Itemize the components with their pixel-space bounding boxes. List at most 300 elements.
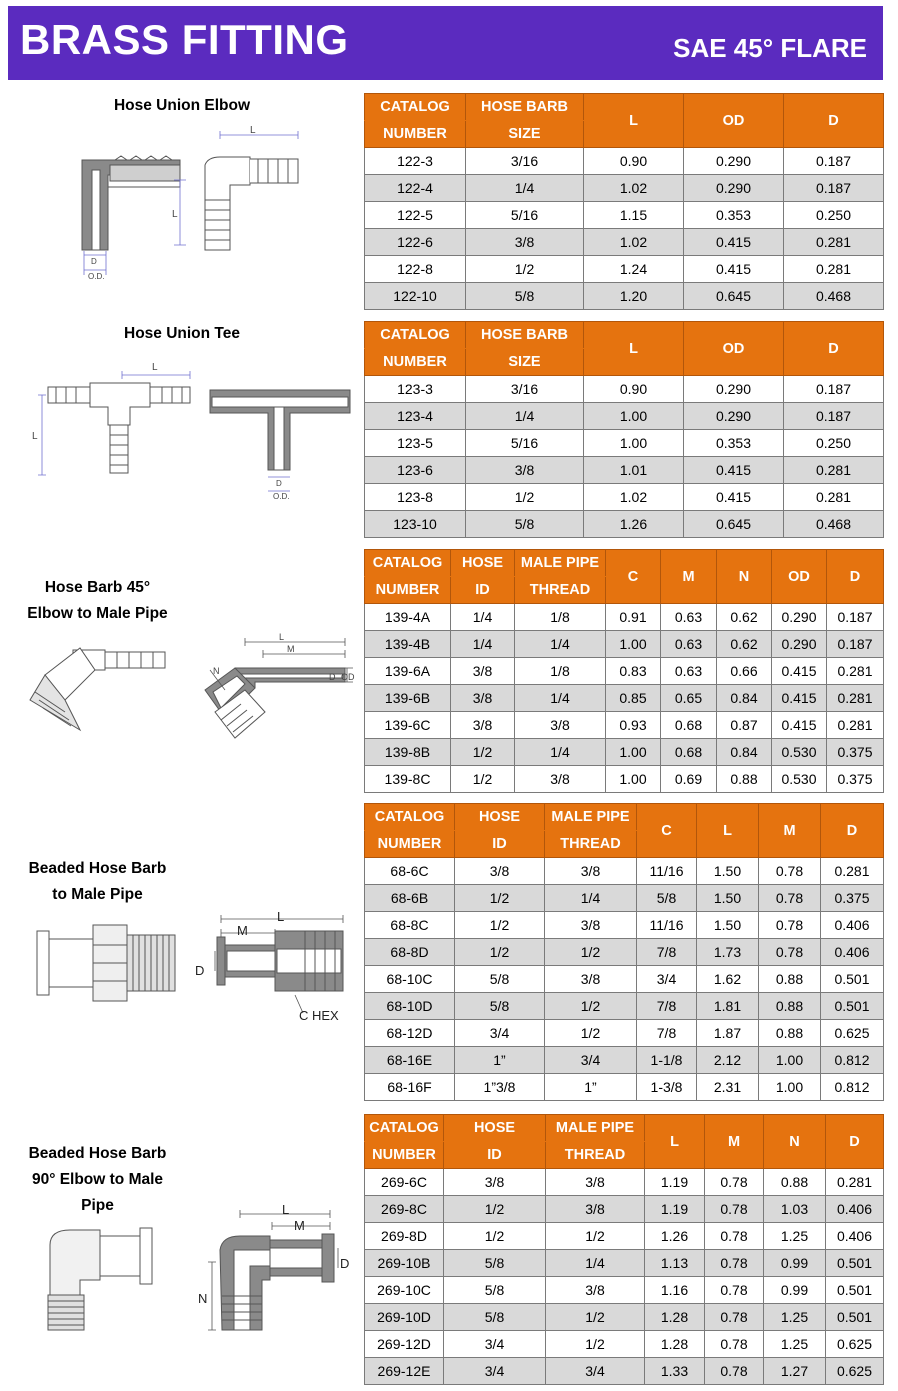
- table-cell: 0.68: [661, 739, 717, 766]
- table-row: [365, 430, 884, 457]
- table-cell: 3/8: [466, 229, 584, 256]
- table-row: [365, 229, 884, 256]
- table-cell: 0.415: [684, 229, 784, 256]
- table-cell: 3/4: [545, 1047, 637, 1074]
- table-cell: 3/8: [545, 966, 637, 993]
- dim-label-l: L: [152, 362, 158, 373]
- spec-table-hose-union-elbow: [364, 93, 884, 310]
- table-cell: 139-6A: [365, 658, 451, 685]
- table-cell: 0.69: [661, 766, 717, 793]
- table-cell: 1.16: [645, 1277, 705, 1304]
- table-cell: 0.468: [784, 511, 884, 538]
- table-cell: 0.63: [661, 631, 717, 658]
- table-cell: 0.375: [827, 739, 884, 766]
- table-cell: 5/8: [455, 993, 545, 1020]
- table-cell: 123-5: [365, 430, 466, 457]
- table-cell: 0.406: [821, 939, 884, 966]
- table-cell: 1.15: [584, 202, 684, 229]
- column-header: HOSE: [444, 1115, 546, 1142]
- table-cell: 3/8: [451, 712, 515, 739]
- table-row: [365, 766, 884, 793]
- table-cell: 5/16: [466, 430, 584, 457]
- dim-label-od: O.D.: [273, 492, 290, 501]
- column-header: OD: [772, 550, 827, 604]
- table-cell: 0.290: [684, 403, 784, 430]
- table-cell: 68-8C: [365, 912, 455, 939]
- column-header: MALE PIPE: [546, 1115, 645, 1142]
- table-cell: 1/2: [444, 1196, 546, 1223]
- table-cell: 0.85: [606, 685, 661, 712]
- table-row: [365, 1020, 884, 1047]
- page-title: BRASS FITTING: [20, 16, 349, 63]
- table-cell: 0.406: [826, 1223, 884, 1250]
- table-cell: 68-16F: [365, 1074, 455, 1101]
- column-header: CATALOG: [365, 94, 466, 121]
- table-cell: 5/8: [455, 966, 545, 993]
- table-cell: 1/2: [466, 256, 584, 283]
- table-cell: 0.415: [684, 457, 784, 484]
- dim-label-l: L: [279, 632, 285, 642]
- table-cell: 269-12D: [365, 1331, 444, 1358]
- table-row: [365, 1223, 884, 1250]
- table-row: [365, 1169, 884, 1196]
- table-row: [365, 912, 884, 939]
- table-cell: 122-6: [365, 229, 466, 256]
- table-cell: 5/8: [466, 511, 584, 538]
- table-cell: 3/8: [451, 658, 515, 685]
- column-header: OD: [684, 94, 784, 148]
- table-row: [365, 511, 884, 538]
- dim-label-od: O.D.: [88, 272, 105, 281]
- table-cell: 0.415: [772, 658, 827, 685]
- table-cell: 1/4: [466, 403, 584, 430]
- table-cell: 0.187: [784, 148, 884, 175]
- table-cell: 5/8: [444, 1304, 546, 1331]
- column-header: D: [784, 94, 884, 148]
- dim-label-d: D: [91, 257, 97, 266]
- column-header: N: [717, 550, 772, 604]
- dim-label-d: D: [195, 963, 205, 978]
- dim-label-m: M: [294, 1218, 305, 1233]
- table-cell: 3/8: [515, 766, 606, 793]
- table-cell: 0.281: [784, 457, 884, 484]
- column-header: CATALOG: [365, 804, 455, 831]
- table-cell: 0.84: [717, 739, 772, 766]
- table-cell: 0.375: [821, 885, 884, 912]
- table-cell: 1.00: [759, 1074, 821, 1101]
- table-cell: 1.28: [645, 1304, 705, 1331]
- table-cell: 0.83: [606, 658, 661, 685]
- table-row: [365, 256, 884, 283]
- column-header: NUMBER: [365, 121, 466, 148]
- table-cell: 5/8: [637, 885, 697, 912]
- table-cell: 0.78: [705, 1196, 764, 1223]
- table-cell: 0.281: [784, 256, 884, 283]
- table-row: [365, 685, 884, 712]
- table-cell: 0.63: [661, 658, 717, 685]
- column-header: CATALOG: [365, 1115, 444, 1142]
- table-cell: 1/2: [546, 1223, 645, 1250]
- table-cell: 1.25: [764, 1223, 826, 1250]
- table-cell: 3/4: [637, 966, 697, 993]
- column-header: CATALOG: [365, 322, 466, 349]
- column-header: NUMBER: [365, 349, 466, 376]
- table-cell: 1/2: [546, 1304, 645, 1331]
- table-cell: 122-4: [365, 175, 466, 202]
- table-cell: 1.00: [606, 739, 661, 766]
- table-row: [365, 175, 884, 202]
- table-cell: 0.290: [772, 604, 827, 631]
- table-row: [365, 939, 884, 966]
- table-cell: 1/8: [515, 658, 606, 685]
- table-cell: 0.62: [717, 604, 772, 631]
- spec-table-hose-union-tee: [364, 321, 884, 538]
- table-cell: 3/4: [455, 1020, 545, 1047]
- table-cell: 0.78: [759, 885, 821, 912]
- page-subtitle: SAE 45° FLARE: [673, 33, 867, 63]
- table-cell: 0.501: [826, 1277, 884, 1304]
- table-cell: 1.02: [584, 175, 684, 202]
- table-cell: 123-6: [365, 457, 466, 484]
- column-header: MALE PIPE: [545, 804, 637, 831]
- table-cell: 0.99: [764, 1250, 826, 1277]
- section-label-beaded-hose-barb: [10, 856, 185, 908]
- column-header: ID: [444, 1142, 546, 1169]
- table-row: [365, 1331, 884, 1358]
- dim-label-l: L: [277, 909, 285, 924]
- table-cell: 0.88: [717, 766, 772, 793]
- table-cell: 3/8: [546, 1169, 645, 1196]
- column-header: HOSE BARB: [466, 322, 584, 349]
- table-row: [365, 376, 884, 403]
- section-label-hose-union-elbow: Hose Union Elbow: [113, 97, 251, 114]
- table-cell: 0.281: [826, 1169, 884, 1196]
- beaded-90-elbow-drawing: [40, 1200, 360, 1345]
- table-cell: 0.88: [759, 966, 821, 993]
- table-row: [365, 484, 884, 511]
- table-cell: 0.88: [759, 993, 821, 1020]
- table-cell: 0.78: [759, 939, 821, 966]
- table-row: [365, 1047, 884, 1074]
- table-cell: 1/4: [515, 685, 606, 712]
- table-cell: 0.66: [717, 658, 772, 685]
- table-cell: 0.187: [784, 175, 884, 202]
- table-cell: 122-3: [365, 148, 466, 175]
- table-row: [365, 1250, 884, 1277]
- table-cell: 0.281: [827, 685, 884, 712]
- table-cell: 68-16E: [365, 1047, 455, 1074]
- table-row: [365, 457, 884, 484]
- table-cell: 1.13: [645, 1250, 705, 1277]
- table-cell: 0.187: [827, 604, 884, 631]
- table-cell: 1/4: [515, 631, 606, 658]
- table-cell: 1/4: [545, 885, 637, 912]
- table-cell: 3/8: [546, 1196, 645, 1223]
- column-header: THREAD: [546, 1142, 645, 1169]
- column-header: SIZE: [466, 121, 584, 148]
- column-header: D: [826, 1115, 884, 1169]
- table-cell: 0.88: [759, 1020, 821, 1047]
- table-cell: 139-4A: [365, 604, 451, 631]
- table-cell: 1”: [545, 1074, 637, 1101]
- table-cell: 0.250: [784, 430, 884, 457]
- table-cell: 3/8: [545, 912, 637, 939]
- table-cell: 0.250: [784, 202, 884, 229]
- table-cell: 1.02: [584, 229, 684, 256]
- column-header: THREAD: [545, 831, 637, 858]
- column-header: ID: [451, 577, 515, 604]
- table-cell: 0.78: [759, 912, 821, 939]
- table-cell: 1/4: [515, 739, 606, 766]
- table-cell: 139-8B: [365, 739, 451, 766]
- table-cell: 0.625: [821, 1020, 884, 1047]
- column-header: HOSE: [451, 550, 515, 577]
- column-header: D: [827, 550, 884, 604]
- table-cell: 68-10C: [365, 966, 455, 993]
- section-label-line: Beaded Hose Barb: [28, 1145, 167, 1162]
- table-cell: 1.25: [764, 1304, 826, 1331]
- table-row: [365, 631, 884, 658]
- spec-table-beaded-90-elbow: [364, 1114, 884, 1385]
- table-row: [365, 1304, 884, 1331]
- table-cell: 0.78: [705, 1304, 764, 1331]
- table-cell: 3/8: [455, 858, 545, 885]
- dim-label-l: L: [32, 431, 38, 442]
- table-cell: 139-6B: [365, 685, 451, 712]
- table-cell: 139-4B: [365, 631, 451, 658]
- table-cell: 1.50: [697, 858, 759, 885]
- table-cell: 3/8: [444, 1169, 546, 1196]
- table-cell: 11/16: [637, 858, 697, 885]
- dim-label-d: D: [276, 479, 282, 488]
- column-header: CATALOG: [365, 550, 451, 577]
- column-header: NUMBER: [365, 1142, 444, 1169]
- table-cell: 1.33: [645, 1358, 705, 1385]
- table-cell: 1.26: [645, 1223, 705, 1250]
- column-header: SIZE: [466, 349, 584, 376]
- table-cell: 0.84: [717, 685, 772, 712]
- column-header: D: [784, 322, 884, 376]
- table-cell: 0.415: [772, 712, 827, 739]
- table-cell: 1”: [455, 1047, 545, 1074]
- table-cell: 1.00: [606, 766, 661, 793]
- table-cell: 1.27: [764, 1358, 826, 1385]
- dim-label-m: M: [237, 923, 248, 938]
- table-cell: 0.415: [772, 685, 827, 712]
- table-cell: 139-6C: [365, 712, 451, 739]
- table-cell: 0.645: [684, 511, 784, 538]
- table-cell: 269-6C: [365, 1169, 444, 1196]
- table-cell: 7/8: [637, 1020, 697, 1047]
- table-cell: 0.78: [705, 1223, 764, 1250]
- dim-label-c-hex: C HEX: [299, 1008, 339, 1023]
- column-header: OD: [684, 322, 784, 376]
- table-cell: 0.68: [661, 712, 717, 739]
- table-cell: 0.281: [784, 484, 884, 511]
- table-cell: 0.625: [826, 1358, 884, 1385]
- spec-table-hose-barb-45: [364, 549, 884, 793]
- table-cell: 269-8C: [365, 1196, 444, 1223]
- dim-label-od: OD: [341, 672, 355, 682]
- table-cell: 1/2: [545, 993, 637, 1020]
- table-cell: 2.12: [697, 1047, 759, 1074]
- table-cell: 1.02: [584, 484, 684, 511]
- table-cell: 0.63: [661, 604, 717, 631]
- table-cell: 123-8: [365, 484, 466, 511]
- table-cell: 3/4: [546, 1358, 645, 1385]
- table-cell: 269-12E: [365, 1358, 444, 1385]
- table-cell: 1.87: [697, 1020, 759, 1047]
- table-cell: 1/2: [546, 1331, 645, 1358]
- table-cell: 0.87: [717, 712, 772, 739]
- table-cell: 1/2: [455, 912, 545, 939]
- table-row: [365, 148, 884, 175]
- table-cell: 0.290: [684, 148, 784, 175]
- hose-union-elbow-drawing: [70, 125, 360, 285]
- column-header: L: [645, 1115, 705, 1169]
- table-cell: 68-10D: [365, 993, 455, 1020]
- table-row: [365, 1196, 884, 1223]
- table-cell: 0.353: [684, 202, 784, 229]
- table-cell: 0.415: [684, 484, 784, 511]
- table-row: [365, 966, 884, 993]
- section-label-hose-barb-45: [10, 575, 185, 627]
- section-label-line: 90° Elbow to Male: [31, 1171, 164, 1188]
- table-cell: 2.31: [697, 1074, 759, 1101]
- table-cell: 0.625: [826, 1331, 884, 1358]
- table-cell: 0.290: [684, 175, 784, 202]
- column-header: HOSE BARB: [466, 94, 584, 121]
- table-cell: 0.406: [826, 1196, 884, 1223]
- table-row: [365, 1358, 884, 1385]
- column-header: M: [759, 804, 821, 858]
- table-cell: 122-8: [365, 256, 466, 283]
- table-cell: 1/2: [545, 1020, 637, 1047]
- table-cell: 5/8: [444, 1250, 546, 1277]
- table-cell: 0.78: [705, 1358, 764, 1385]
- table-row: [365, 739, 884, 766]
- table-cell: 1/4: [466, 175, 584, 202]
- table-cell: 139-8C: [365, 766, 451, 793]
- table-cell: 1.03: [764, 1196, 826, 1223]
- dim-label-l: L: [250, 125, 256, 136]
- table-cell: 1.24: [584, 256, 684, 283]
- table-cell: 3/8: [546, 1277, 645, 1304]
- table-cell: 1/2: [545, 939, 637, 966]
- table-cell: 7/8: [637, 993, 697, 1020]
- table-cell: 1.50: [697, 885, 759, 912]
- table-row: [365, 283, 884, 310]
- table-row: [365, 1074, 884, 1101]
- table-cell: 1.20: [584, 283, 684, 310]
- table-cell: 0.290: [684, 376, 784, 403]
- table-row: [365, 658, 884, 685]
- table-cell: 1.50: [697, 912, 759, 939]
- column-header: L: [584, 94, 684, 148]
- table-cell: 1/4: [451, 604, 515, 631]
- table-cell: 0.415: [684, 256, 784, 283]
- table-cell: 1.00: [584, 403, 684, 430]
- column-header: MALE PIPE: [515, 550, 606, 577]
- table-cell: 0.88: [764, 1169, 826, 1196]
- column-header: NUMBER: [365, 577, 451, 604]
- table-cell: 0.93: [606, 712, 661, 739]
- table-cell: 0.90: [584, 376, 684, 403]
- page-header: [8, 6, 883, 80]
- column-header: N: [764, 1115, 826, 1169]
- table-cell: 0.645: [684, 283, 784, 310]
- table-cell: 0.78: [759, 858, 821, 885]
- table-cell: 1/2: [466, 484, 584, 511]
- table-cell: 5/8: [444, 1277, 546, 1304]
- column-header: L: [584, 322, 684, 376]
- table-cell: 1/2: [451, 739, 515, 766]
- table-cell: 0.99: [764, 1277, 826, 1304]
- table-cell: 0.353: [684, 430, 784, 457]
- dim-label-m: M: [287, 644, 295, 654]
- table-cell: 1/4: [451, 631, 515, 658]
- table-cell: 1/2: [451, 766, 515, 793]
- column-header: L: [697, 804, 759, 858]
- column-header: HOSE: [455, 804, 545, 831]
- table-cell: 3/8: [466, 457, 584, 484]
- table-cell: 1/2: [444, 1223, 546, 1250]
- section-label-line: to Male Pipe: [52, 886, 143, 903]
- table-row: [365, 712, 884, 739]
- table-cell: 5/8: [466, 283, 584, 310]
- table-cell: 123-4: [365, 403, 466, 430]
- table-cell: 1.73: [697, 939, 759, 966]
- table-cell: 1.00: [759, 1047, 821, 1074]
- table-cell: 123-10: [365, 511, 466, 538]
- table-cell: 269-8D: [365, 1223, 444, 1250]
- table-cell: 0.187: [827, 631, 884, 658]
- table-cell: 0.281: [827, 658, 884, 685]
- hose-barb-45-elbow-drawing: [25, 630, 360, 750]
- hose-union-tee-drawing: [30, 355, 360, 505]
- table-cell: 0.406: [821, 912, 884, 939]
- table-cell: 1/2: [455, 885, 545, 912]
- table-cell: 1-1/8: [637, 1047, 697, 1074]
- column-header: M: [661, 550, 717, 604]
- table-cell: 0.501: [826, 1304, 884, 1331]
- table-cell: 68-12D: [365, 1020, 455, 1047]
- table-cell: 68-6B: [365, 885, 455, 912]
- column-header: THREAD: [515, 577, 606, 604]
- table-cell: 0.812: [821, 1074, 884, 1101]
- table-cell: 3/4: [444, 1331, 546, 1358]
- table-cell: 0.290: [772, 631, 827, 658]
- table-cell: 3/16: [466, 376, 584, 403]
- table-row: [365, 1277, 884, 1304]
- table-cell: 1.00: [584, 430, 684, 457]
- table-cell: 1.19: [645, 1169, 705, 1196]
- table-cell: 269-10D: [365, 1304, 444, 1331]
- table-cell: 3/8: [545, 858, 637, 885]
- table-cell: 0.501: [821, 966, 884, 993]
- section-label-hose-union-tee: Hose Union Tee: [124, 325, 240, 342]
- table-cell: 0.375: [827, 766, 884, 793]
- column-header: C: [606, 550, 661, 604]
- table-cell: 1/2: [455, 939, 545, 966]
- table-row: [365, 993, 884, 1020]
- table-cell: 1/4: [546, 1250, 645, 1277]
- table-cell: 0.812: [821, 1047, 884, 1074]
- table-cell: 1.19: [645, 1196, 705, 1223]
- table-cell: 0.78: [705, 1277, 764, 1304]
- table-cell: 7/8: [637, 939, 697, 966]
- table-cell: 0.78: [705, 1169, 764, 1196]
